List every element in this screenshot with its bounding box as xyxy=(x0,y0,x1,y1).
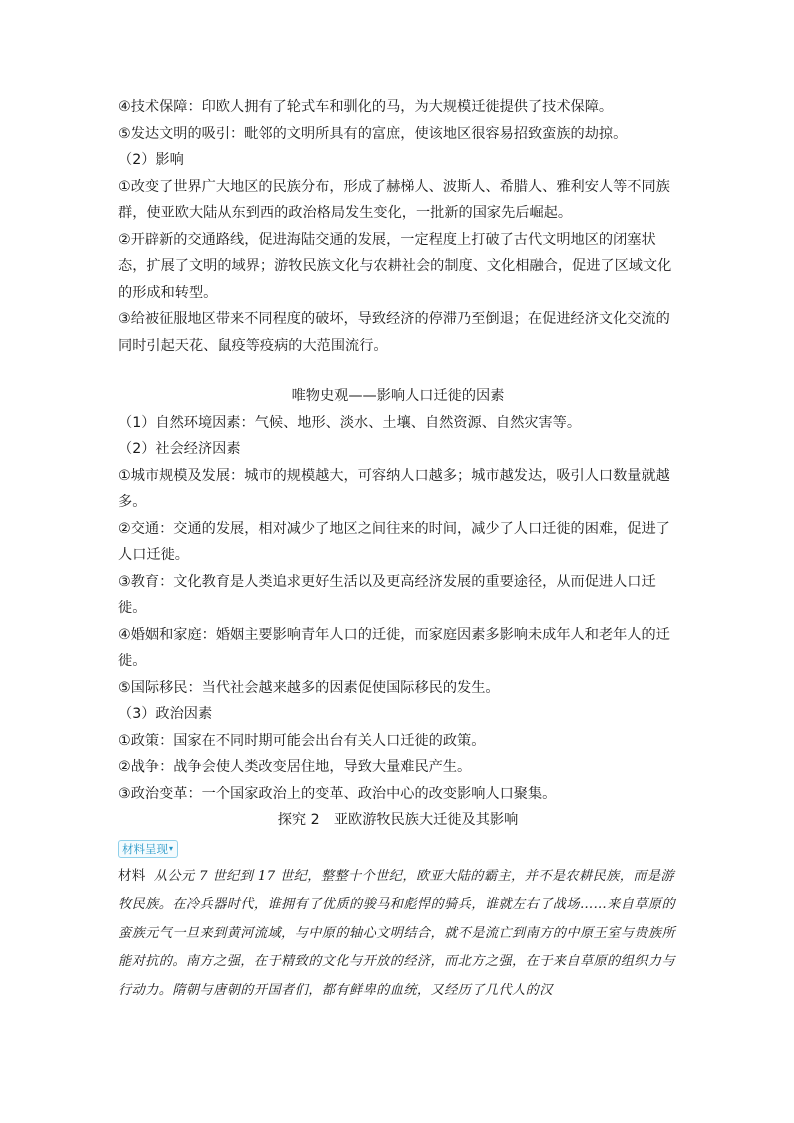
social-item: ⑤国际移民：当代社会越来越多的因素促使国际移民的发生。 xyxy=(118,679,500,696)
spacer xyxy=(118,359,678,383)
material-paragraph xyxy=(118,862,678,1006)
political-item: ③政治变革：一个国家政治上的变革、政治中心的改变影响人口聚集。 xyxy=(118,785,557,802)
social-item: ①城市规模及发展：城市的规模越大，可容纳人口越多；城市越发达，吸引人口数量就越多。 xyxy=(118,467,670,510)
social-item: ④婚姻和家庭：婚姻主要影响青年人口的迁徙，而家庭因素多影响未成年人和老年人的迁徙。 xyxy=(118,626,670,669)
factor-nature: （1）自然环境因素：气候、地形、淡水、土壤、自然资源、自然灾害等。 xyxy=(118,414,582,431)
impact-item: ③给被征服地区带来不同程度的破坏，导致经济的停滞乃至倒退；在促进经济文化交流的同时引起天花、鼠疫等疫病的大范围流行。 xyxy=(118,311,670,354)
impact-heading: （2）影响 xyxy=(118,152,184,168)
cause-civilization: ⑤发达文明的吸引：毗邻的文明所具有的富庶，使该地区很容易招致蛮族的劫掠。 xyxy=(118,125,628,142)
tag-arrow-icon: ▾ xyxy=(169,844,174,853)
material-label: 材料 xyxy=(118,867,146,884)
impact-item: ②开辟新的交通路线，促进海陆交通的发展，一定程度上打破了古代文明地区的闭塞状态，扩展了文明的域界；游牧民族文化与农耕社会的制度、文化相融合，促进了区域文化的形成和转型。 xyxy=(118,231,672,301)
political-heading: （3）政治因素 xyxy=(118,706,213,722)
document-page xyxy=(118,94,678,1005)
political-item: ①政策：国家在不同时期可能会出台有关人口迁徙的政策。 xyxy=(118,732,486,749)
social-item: ③教育：文化教育是人类追求更好生活以及更高经济发展的重要途径，从而促进人口迁徙。 xyxy=(118,573,656,616)
cause-tech: ④技术保障：印欧人拥有了轮式车和驯化的马，为大规模迁徙提供了技术保障。 xyxy=(118,99,614,115)
material-tag-label: 材料呈现 xyxy=(122,841,168,856)
section-title-inquiry: 探究 2 亚欧游牧民族大迁徙及其影响 xyxy=(277,812,519,828)
material-tag-row xyxy=(118,838,678,860)
social-item: ②交通：交通的发展，相对减少了地区之间往来的时间，减少了人口迁徙的困难，促进了人口迁徙。 xyxy=(118,520,670,563)
material-tag xyxy=(118,840,178,858)
social-heading: （2）社会经济因素 xyxy=(118,441,241,457)
section-title-factors: 唯物史观——影响人口迁徙的因素 xyxy=(291,388,505,404)
political-item: ②战争：战争会使人类改变居住地，导致大量难民产生。 xyxy=(118,759,472,775)
material-text: 从公元 7 世纪到 17 世纪，整整十个世纪，欧亚大陆的霸主，并不是农耕民族，而是游牧民族。在冷兵器时代，谁拥有了优质的骏马和彪悍的骑兵，谁就左右了战场……来自草原的蛮族元气一旦来到黄河流域，与中原的轴心文明结合，就不是流亡到南方的中原王室与贵族所能对抗的。南方之强，在于精致的文化与开放的经济，而北方之强，在于来自草原的组织力与行动力。隋朝与唐朝的开国者们，都有鲜卑的血统，又经历了几代人的汉 xyxy=(118,868,676,998)
impact-item: ①改变了世界广大地区的民族分布，形成了赫梯人、波斯人、希腊人、雅利安人等不同族群，使亚欧大陆从东到西的政治格局发生变化，一批新的国家先后崛起。 xyxy=(118,178,670,221)
